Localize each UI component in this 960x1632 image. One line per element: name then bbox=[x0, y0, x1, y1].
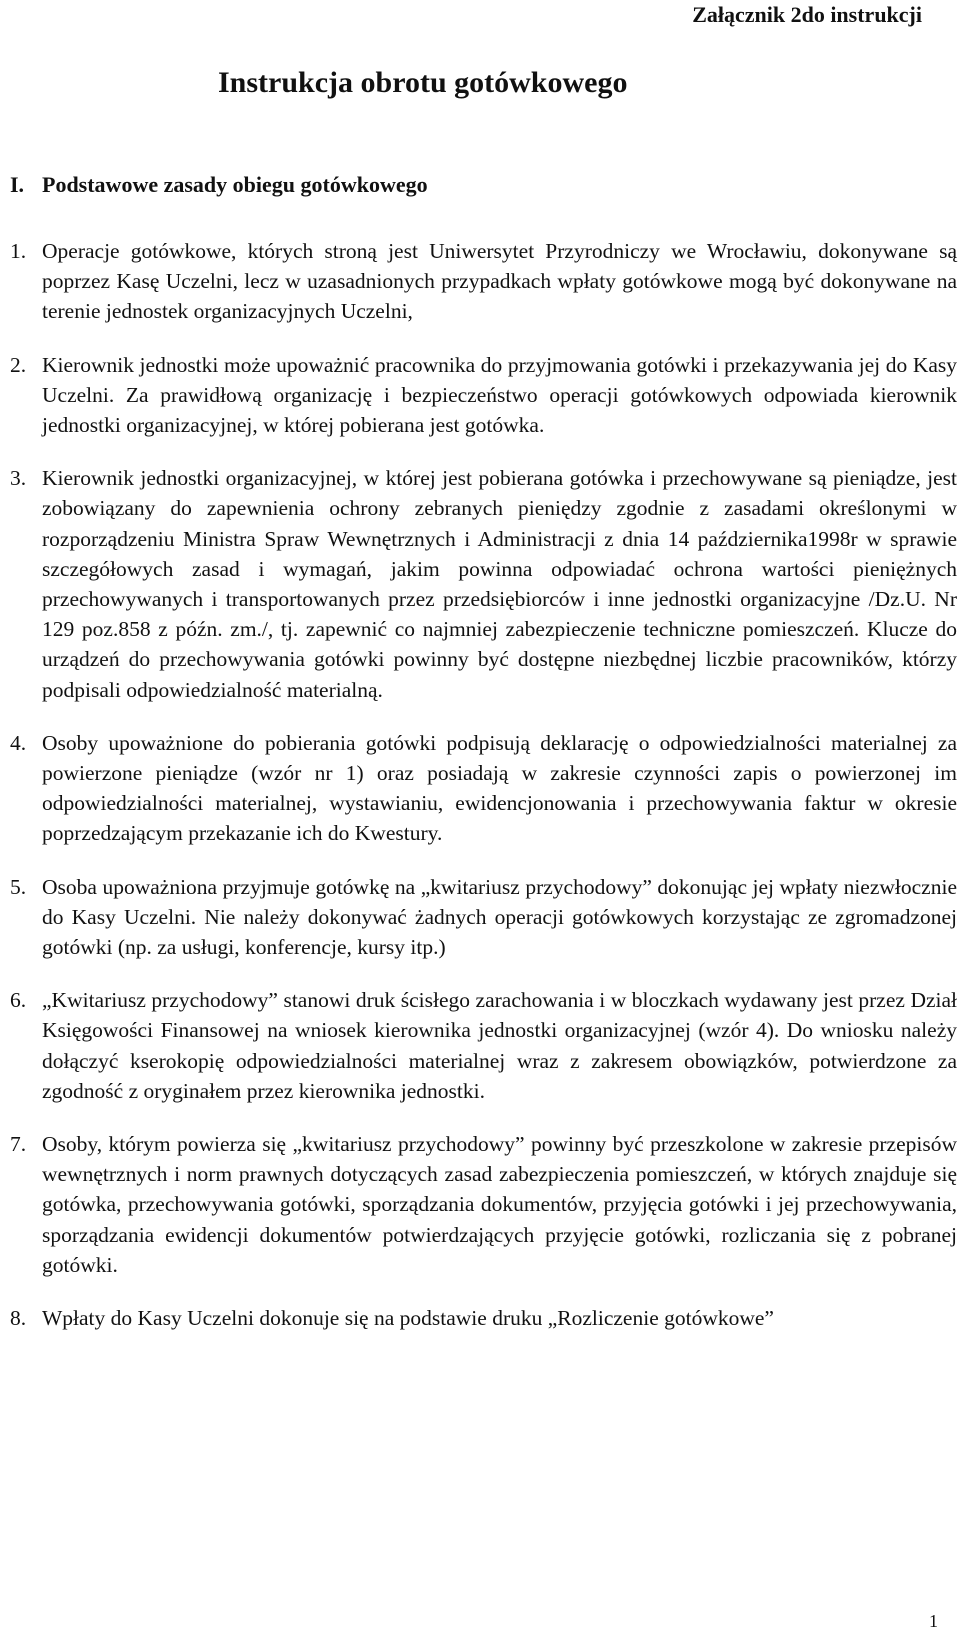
document-title: Instrukcja obrotu gotówkowego bbox=[218, 66, 628, 99]
rule-text: Kierownik jednostki organizacyjnej, w której jest pobierana gotówka i przechowywane są pieniądze, jest zobowiązany do zapewnienia ochrony zebranych pieniędzy zgodnie z zasadami określonymi w rozporządzeniu Ministra Spraw Wewnętrznych i Administracji z dnia 14 października1998r w sprawie szczegółowych zasad i wymagań, jakim powinna odpowiadać ochrona wartości pieniężnych przechowywanych i transportowanych przez przedsiębiorców i inne jednostki organizacyjne /Dz.U. Nr 129 poz.858 z późn. zm./, tj. zapewnić co najmniej zabezpieczenie techniczne pomieszczeń. Klucze do urządzeń do przechowywania gotówki powinny być dostępne niezbędnej liczbie pracowników, którzy podpisali odpowiedzialność materialną. bbox=[42, 466, 957, 702]
rule-number: 8. bbox=[10, 1306, 27, 1331]
section-number: I. bbox=[10, 172, 25, 197]
rule-number: 2. bbox=[10, 352, 27, 377]
section-title: Podstawowe zasady obiegu gotówkowego bbox=[42, 172, 428, 197]
rule-item-2 bbox=[10, 350, 957, 441]
rule-item-5 bbox=[10, 872, 957, 963]
page-number: 1 bbox=[929, 1611, 938, 1631]
rule-item-1 bbox=[10, 236, 957, 327]
rule-text: Osoby, którym powierza się „kwitariusz przychodowy” powinny być przeszkolone w zakresie przepisów wewnętrznych i norm prawnych dotyczących zasad zabezpieczenia pomieszczeń, w których znajduje się gotówka, przechowywania gotówki, sporządzania dokumentów, przyjęcia gotówki i jej przechowywania, sporządzania ewidencji dokumentów potwierdzających przyjęcie gotówki, rozliczania się z pobranej gotówki. bbox=[42, 1132, 957, 1277]
annex-label: Załącznik 2do instrukcji bbox=[692, 2, 922, 27]
rule-item-7 bbox=[10, 1129, 957, 1280]
rule-item-3 bbox=[10, 463, 957, 705]
rule-number: 5. bbox=[10, 874, 27, 899]
rule-number: 4. bbox=[10, 730, 27, 755]
rule-number: 6. bbox=[10, 988, 27, 1013]
section-heading bbox=[10, 172, 428, 198]
rule-item-6 bbox=[10, 985, 957, 1106]
rule-number: 1. bbox=[10, 239, 27, 263]
rule-text: Osoby upoważnione do pobierania gotówki podpisują deklarację o odpowiedzialności materialnej za powierzone pieniądze (wzór nr 1) oraz posiadają w zakresie czynności zapis o powierzonej im odpowiedzialności materialnej, wystawianiu, ewidencjonowania i przechowywania faktur w okresie poprzedzającym przekazanie ich do Kwestury. bbox=[42, 730, 957, 846]
rule-item-4 bbox=[10, 728, 957, 849]
rule-text: Wpłaty do Kasy Uczelni dokonuje się na podstawie druku „Rozliczenie gotówkowe” bbox=[42, 1306, 774, 1331]
rule-text: Operacje gotówkowe, których stroną jest Uniwersytet Przyrodniczy we Wrocławiu, dokonywane są poprzez Kasę Uczelni, lecz w uzasadnionych przypadkach wpłaty gotówkowe mogą być dokonywane na terenie jednostek organizacyjnych Uczelni, bbox=[42, 239, 957, 324]
rule-item-8 bbox=[10, 1303, 957, 1333]
rule-text: Kierownik jednostki może upoważnić pracownika do przyjmowania gotówki i przekazywania jej do Kasy Uczelni. Za prawidłową organizację i bezpieczeństwo operacji gotówkowych odpowiada kierownik jednostki organizacyjnej, w której pobierana jest gotówka. bbox=[42, 352, 957, 438]
rule-number: 3. bbox=[10, 466, 27, 491]
rule-text: „Kwitariusz przychodowy” stanowi druk ścisłego zarachowania i w bloczkach wydawany jest przez Dział Księgowości Finansowej na wniosek kierownika jednostki organizacyjnej (wzór 4). Do wniosku należy dołączyć kserokopię odpowiedzialności materialnej wraz z zakresem obowiązków, potwierdzone za zgodność z oryginałem przez kierownika jednostki. bbox=[42, 988, 957, 1103]
rule-text: Osoba upoważniona przyjmuje gotówkę na „kwitariusz przychodowy” dokonując jej wpłaty niezwłocznie do Kasy Uczelni. Nie należy dokonywać żadnych operacji gotówkowych korzystając ze zgromadzonej gotówki (np. za usługi, konferencje, kursy itp.) bbox=[42, 874, 957, 960]
rules-list bbox=[10, 236, 957, 1356]
rule-number: 7. bbox=[10, 1132, 27, 1157]
